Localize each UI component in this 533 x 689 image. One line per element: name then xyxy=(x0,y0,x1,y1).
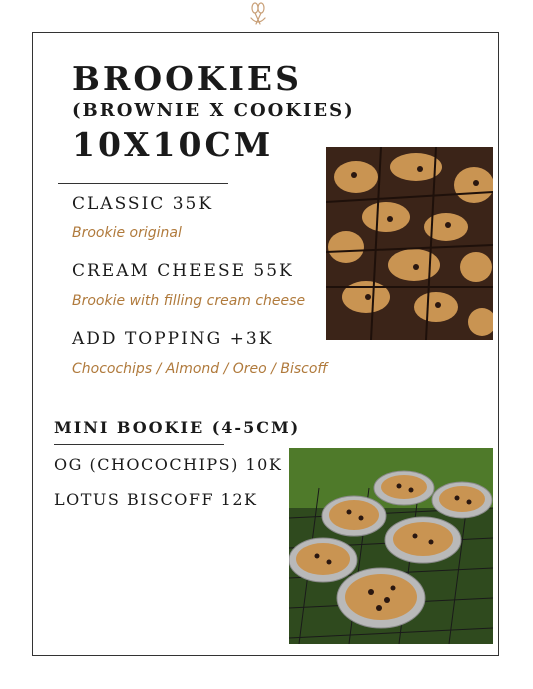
divider xyxy=(58,183,228,184)
size-label: 10X10CM xyxy=(72,125,274,164)
mini-bookie-photo xyxy=(289,448,493,644)
brookie-photo xyxy=(326,147,493,340)
menu-item-name: CREAM CHEESE 55K xyxy=(72,261,294,281)
menu-item-desc: Brookie with filling cream cheese xyxy=(72,293,306,309)
menu-item-name: CLASSIC 35K xyxy=(72,194,214,214)
menu-item-desc: Chocochips / Almond / Oreo / Biscoff xyxy=(72,361,328,377)
page-title: BROOKIES xyxy=(72,59,302,98)
page-subtitle: (BROWNIE X COOKIES) xyxy=(72,100,355,121)
mini-item: OG (CHOCOCHIPS) 10K xyxy=(54,455,283,474)
mini-section-title: MINI BOOKIE (4-5CM) xyxy=(54,418,301,437)
menu-item-name: ADD TOPPING +3K xyxy=(72,329,274,349)
mini-item: LOTUS BISCOFF 12K xyxy=(54,490,258,509)
whisk-logo-icon xyxy=(246,2,270,26)
divider xyxy=(54,444,224,445)
menu-item-desc: Brookie original xyxy=(72,225,182,241)
